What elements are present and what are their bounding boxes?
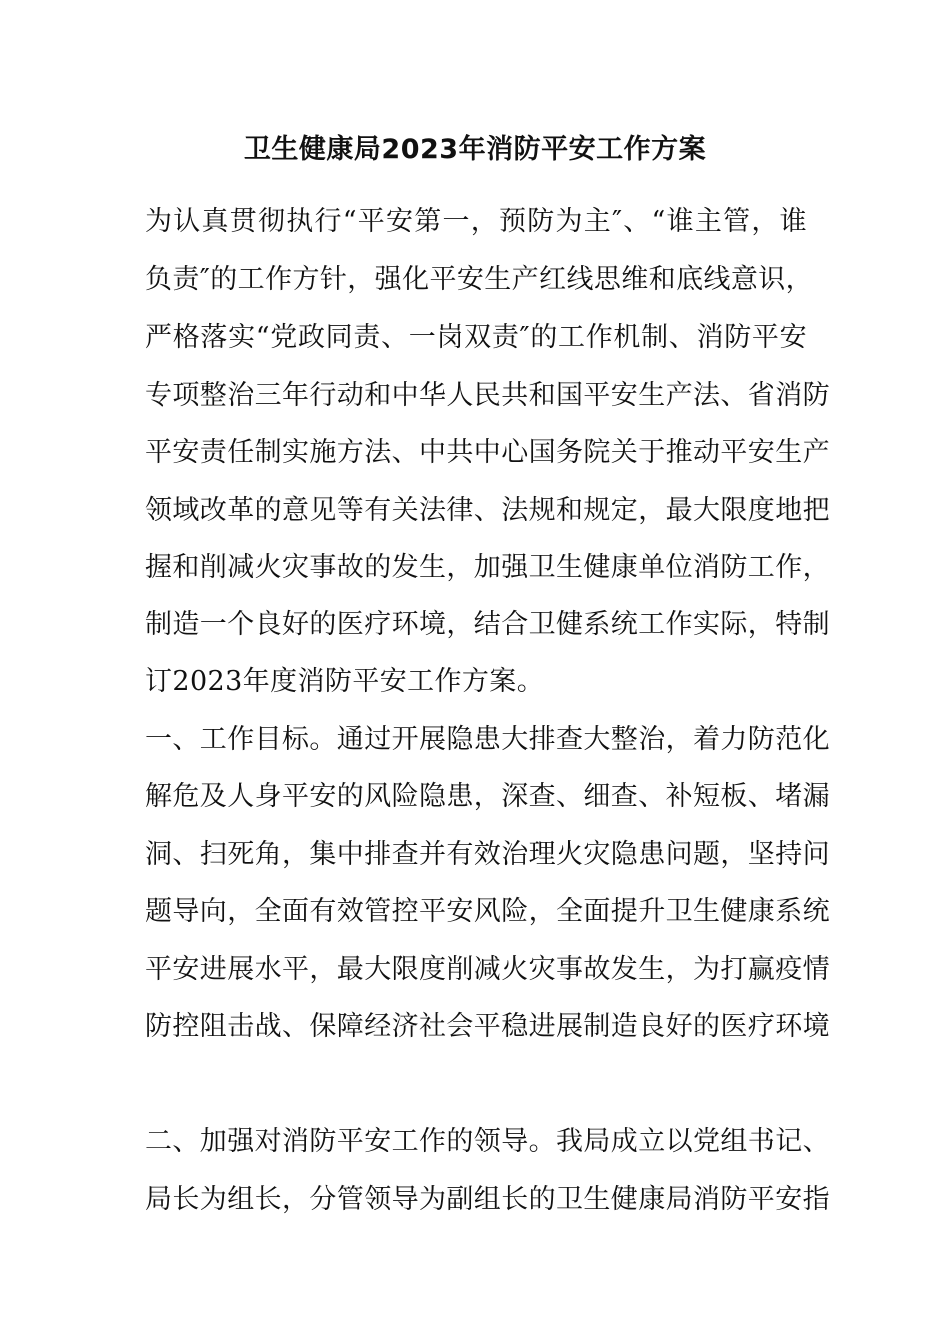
- paragraph-line: 严格落实“党政同责、一岗双责″的工作机制、消防平安: [145, 322, 807, 353]
- paragraph-line: 洞、扫死角，集中排查并有效治理火灾隐患问题，坚持问: [145, 839, 830, 870]
- paragraph-line: 题导向，全面有效管控平安风险，全面提升卫生健康系统: [145, 896, 830, 927]
- paragraph-line: 一、工作目标。通过开展隐患大排查大整治，着力防范化: [145, 724, 830, 755]
- paragraph-line: 局长为组长，分管领导为副组长的卫生健康局消防平安指: [145, 1184, 830, 1215]
- document-title: 卫生健康局2023年消防平安工作方案: [243, 134, 707, 165]
- paragraph-line: 订2023年度消防平安工作方案。: [145, 666, 545, 697]
- paragraph-line: 负责″的工作方针，强化平安生产红线思维和底线意识，: [145, 264, 814, 295]
- paragraph-line: 握和削减火灾事故的发生，加强卫生健康单位消防工作，: [145, 552, 830, 583]
- paragraph-line: 二、加强对消防平安工作的领导。我局成立以党组书记、: [145, 1126, 830, 1157]
- paragraph-line: 防控阻击战、保障经济社会平稳进展制造良好的医疗环境: [145, 1011, 830, 1042]
- paragraph-line: 为认真贯彻执行“平安第一，预防为主″、“谁主管，谁: [145, 206, 807, 237]
- paragraph-line: 解危及人身平安的风险隐患，深查、细查、补短板、堵漏: [145, 781, 830, 812]
- paragraph-line: 领域改革的意见等有关法律、法规和规定，最大限度地把: [145, 495, 830, 526]
- paragraph-line: 制造一个良好的医疗环境，结合卫健系统工作实际，特制: [145, 609, 830, 640]
- paragraph-line: 平安责任制实施方法、中共中心国务院关于推动平安生产: [145, 437, 830, 468]
- paragraph-line: 专项整治三年行动和中华人民共和国平安生产法、省消防: [145, 380, 830, 411]
- paragraph-line: 平安进展水平，最大限度削减火灾事故发生，为打赢疫情: [145, 954, 830, 985]
